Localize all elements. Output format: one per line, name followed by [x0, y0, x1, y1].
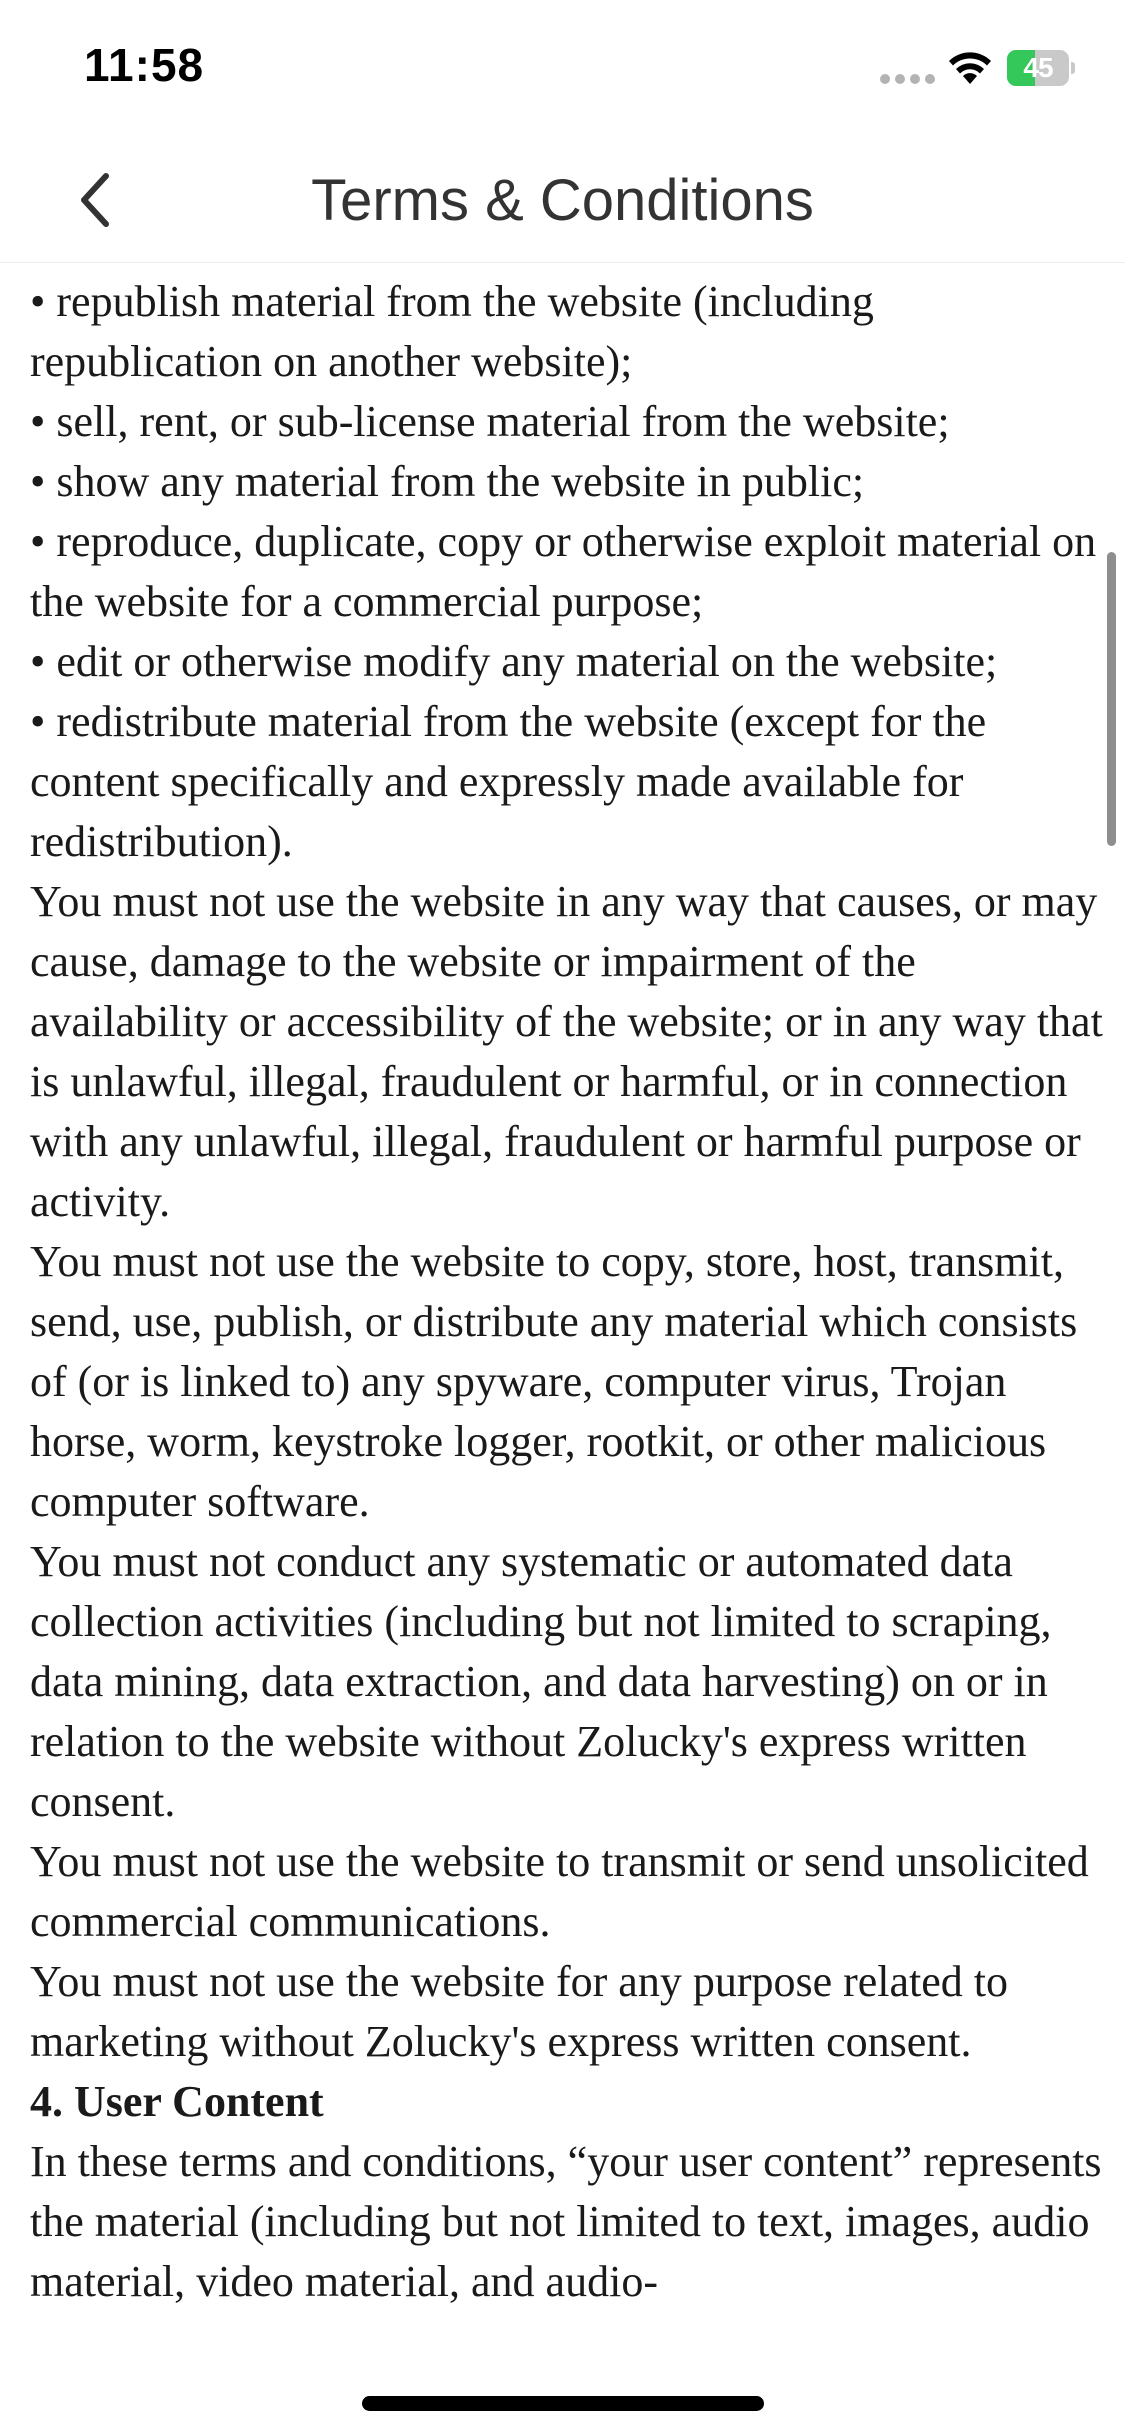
battery-level-text: 45: [1023, 52, 1053, 83]
section-heading: 4. User Content: [30, 2077, 324, 2126]
battery-icon: [1007, 50, 1075, 86]
status-time: 11:58: [84, 39, 205, 91]
navigation-bar: [0, 140, 1125, 263]
cellular-signal-icon: [880, 74, 935, 84]
bullet-item: • reproduce, duplicate, copy or otherwise exploit material on the website for a commercial purpose;: [30, 517, 1097, 626]
bullet-item: • edit or otherwise modify any material on the website;: [30, 637, 998, 686]
paragraph: You must not use the website to transmit or send unsolicited commercial communications.: [30, 1837, 1089, 1946]
paragraph: You must not conduct any systematic or automated data collection activities (including but not limited to scraping, data mining, data extraction, and data harvesting) on or in relation to the website without Zolucky's express written consent.: [30, 1537, 1052, 1826]
home-indicator[interactable]: [362, 2396, 764, 2411]
bullet-item: • redistribute material from the website (except for the content specifically and expressly made available for redistribution).: [30, 697, 987, 866]
bullet-item: • republish material from the website (including republication on another website);: [30, 277, 874, 386]
paragraph: You must not use the website for any purpose related to marketing without Zolucky's express written consent.: [30, 1957, 1009, 2066]
back-button[interactable]: [60, 160, 130, 240]
bullet-item: • sell, rent, or sub-license material from the website;: [30, 397, 950, 446]
paragraph: You must not use the website to copy, store, host, transmit, send, use, publish, or distribute any material which consists of (or is linked to) any spyware, computer virus, Trojan horse, worm, keystroke logger, rootkit, or other malicious computer software.: [30, 1237, 1078, 1526]
bullet-item: • show any material from the website in public;: [30, 457, 865, 506]
chevron-left-icon: [78, 172, 112, 228]
paragraph: You must not use the website in any way that causes, or may cause, damage to the website or impairment of the availability or accessibility of the website; or in any way that is unlawful, illegal, fraudulent or harmful, or in connection with any unlawful, illegal, fraudulent or harmful purpose or activity.: [30, 877, 1103, 1226]
terms-content[interactable]: [30, 272, 1110, 2312]
page-title: Terms & Conditions: [311, 168, 814, 233]
wifi-icon: [947, 50, 993, 86]
status-bar: [0, 0, 1125, 140]
paragraph: In these terms and conditions, “your user content” represents the material (including but not limited to text, images, audio material, video material, and audio-: [30, 2137, 1102, 2306]
scrollbar[interactable]: [1107, 552, 1116, 846]
